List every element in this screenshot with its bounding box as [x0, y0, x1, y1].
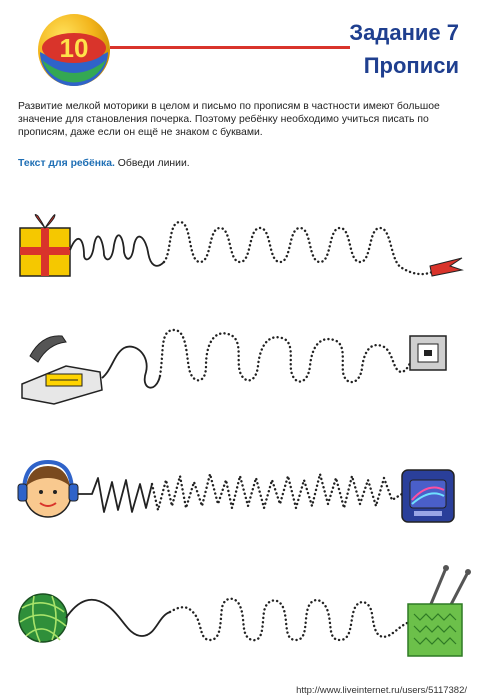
- phone-socket-icon: [410, 336, 446, 370]
- child-label: Текст для ребёнка.: [18, 158, 115, 169]
- intro-paragraph: Развитие мелкой моторики в целом и письмо по прописям в частности имеют большое значение для становления почерка. Поэтому ребёнку необходимо учиться писать по прописям, даже если он ещё не знаком с буквами.: [18, 101, 440, 138]
- row3-dotted-line: [152, 474, 402, 510]
- boy-with-headphones-icon: [18, 462, 78, 517]
- header-rule: [110, 46, 350, 49]
- page-number-ball: [36, 12, 112, 88]
- row1-dotted-line: [164, 222, 432, 274]
- telephone-icon: [22, 336, 102, 404]
- footer-url: http://www.liveinternet.ru/users/5117382/: [296, 685, 467, 696]
- cassette-player-icon: [402, 470, 454, 522]
- task-title: Задание 7: [349, 20, 459, 45]
- yarn-solid-start: [66, 600, 170, 636]
- knitting-icon: [408, 565, 471, 656]
- telephone-solid-start: [102, 347, 160, 388]
- task-subtitle: Прописи: [363, 53, 459, 78]
- gift-solid-start: [70, 235, 164, 266]
- child-instruction-line: [18, 158, 463, 169]
- tracing-exercise: [0, 190, 479, 680]
- gift-icon: [20, 215, 70, 277]
- page-number: 10: [59, 33, 89, 63]
- yarn-ball-icon: [19, 594, 67, 642]
- red-ribbon-icon: [430, 258, 462, 276]
- headphones-solid-start: [78, 478, 152, 512]
- row2-dotted-line: [160, 330, 414, 382]
- row4-dotted-line: [170, 599, 410, 640]
- child-instruction: Обведи линии.: [117, 158, 190, 169]
